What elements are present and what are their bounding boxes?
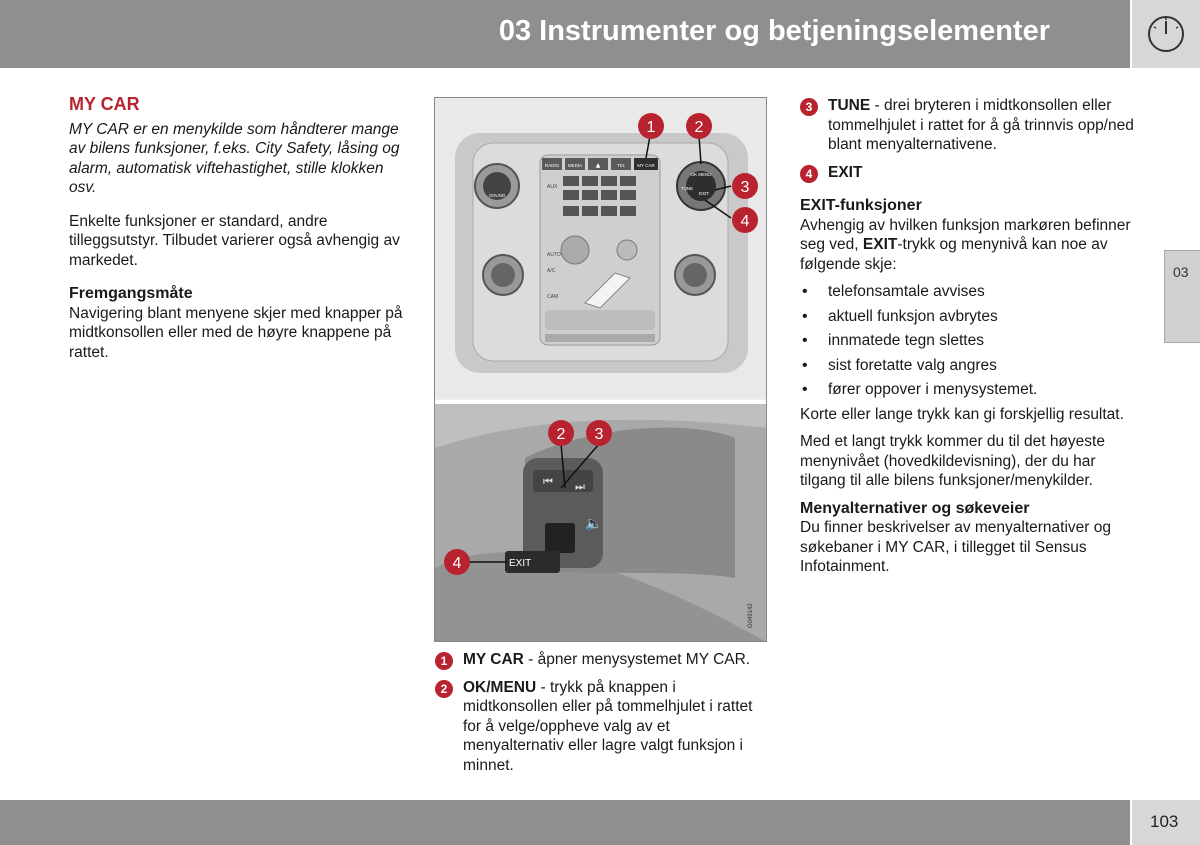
tel-button-label[interactable]: TEL — [616, 163, 626, 168]
middle-column — [435, 650, 770, 775]
item-text: - åpner menysystemet MY CAR. — [523, 651, 751, 668]
svg-text:🔈: 🔈 — [585, 516, 603, 532]
callout-3-wheel: 3 — [594, 426, 604, 443]
list-item — [435, 678, 770, 776]
chapter-side-tab[interactable] — [1164, 250, 1200, 343]
menu-options-heading: Menyalternativer og søkeveier — [800, 499, 1030, 517]
procedure-heading: Fremgangsmåte — [69, 285, 193, 302]
item-term: EXIT — [828, 163, 863, 181]
wheel-exit-label[interactable]: EXIT — [509, 558, 532, 569]
short-long-press-text: Korte eller lange trykk kan gi forskjellig resultat. — [800, 405, 1124, 423]
ac-label: A/C — [547, 268, 556, 274]
cam-label: CAM — [547, 294, 559, 300]
exit-functions-text: Avhengig av hvilken funksjon markøren befinner seg ved, EXIT-trykk og menynivå kan noe av følgende skje: — [800, 216, 1131, 273]
image-code: G049142 — [748, 603, 754, 628]
controls-illustration — [434, 97, 767, 642]
bullet-item: • aktuell funksjon avbrytes — [800, 307, 1140, 327]
list-item — [800, 163, 1140, 183]
section-heading: MY CAR — [69, 94, 140, 114]
svg-text:⏭: ⏭ — [575, 480, 585, 493]
ok-menu-knob-label[interactable]: OK MENU — [690, 172, 712, 177]
item-term: TUNE — [828, 97, 871, 114]
page-number-box — [1132, 800, 1200, 845]
my-car-button-label[interactable]: MY CAR — [637, 163, 655, 168]
chapter-title: 03 Instrumenter og betjeningselementer — [498, 15, 1050, 47]
callout-4-wheel: 4 — [452, 555, 462, 572]
media-button-label[interactable]: MEDIA — [567, 163, 583, 168]
page-number: 103 — [1150, 812, 1179, 831]
number-badge: 3 — [800, 98, 818, 116]
callout-2: 2 — [694, 119, 704, 136]
list-item — [435, 650, 770, 670]
tune-knob-label[interactable]: TUNE — [680, 186, 694, 191]
bullet-item: • telefonsamtale avvises — [800, 282, 1140, 302]
bullet-item: • fører oppover i menysystemet. — [800, 380, 1140, 400]
exit-knob-label[interactable]: EXIT — [698, 191, 710, 196]
long-press-text: Med et langt trykk kommer du til det høyeste menynivået (hovedkildevisning), der du har tilgang til alle bilens funksjoner/menykilder. — [800, 433, 1105, 489]
number-badge: 4 — [800, 165, 818, 183]
callout-2-wheel: 2 — [556, 426, 566, 443]
procedure-text: Navigering blant menyene skjer med knapper på midtkonsollen eller med de høyre knappene på rattet. — [69, 304, 403, 361]
aux-label: AUX — [547, 184, 558, 190]
callout-3: 3 — [740, 179, 750, 196]
sound-knob-label[interactable]: SOUND — [488, 193, 506, 198]
page-footer — [0, 800, 1130, 845]
exit-bullet-list — [800, 282, 1140, 400]
callout-4: 4 — [740, 213, 750, 230]
availability-text: Enkelte funksjoner er standard, andre tilleggsutstyr. Tilbudet varierer også avhengig av markedet. — [69, 212, 400, 269]
item-term: OK/MENU — [463, 678, 537, 696]
number-badge: 2 — [435, 680, 453, 698]
auto-label: AUTO — [547, 252, 561, 258]
eject-button-label[interactable]: ▲ — [595, 162, 601, 169]
exit-functions-heading: EXIT-funksjoner — [800, 197, 922, 214]
left-column — [69, 95, 404, 362]
right-column — [800, 96, 1140, 577]
item-text: - trykk på knappen i midtkonsollen eller på tommelhjulet i rattet for å velge/oppheve valg av et menyalternativ eller lagre valgt funksjon i minnet. — [463, 678, 753, 774]
item-text: - drei bryteren i midtkonsollen eller tommelhjulet i rattet for å gå trinnvis opp/ned blant menyalternativene. — [828, 97, 1134, 153]
svg-text:⏮: ⏮ — [543, 475, 553, 488]
intro-text: MY CAR er en menykilde som håndterer mange av bilens funksjoner, f.eks. City Safety, låsing og alarm, automatisk viftehastighet, stille klokken osv. — [69, 120, 400, 196]
callout-1: 1 — [646, 119, 656, 136]
chapter-icon-box — [1132, 0, 1200, 68]
speedometer-icon — [1132, 0, 1200, 68]
page-header — [0, 0, 1130, 68]
bullet-item: • sist foretatte valg angres — [800, 356, 1140, 376]
number-badge: 1 — [435, 652, 453, 670]
list-item — [800, 96, 1140, 155]
menu-options-text: Du finner beskrivelser av menyalternativer og søkebaner i MY CAR, i tillegget til Sensus Infotainment. — [800, 519, 1111, 575]
bullet-item: • innmatede tegn slettes — [800, 331, 1140, 351]
radio-button-label[interactable]: RADIO — [544, 163, 560, 168]
side-tab-label: 03 — [1173, 264, 1189, 280]
item-term: MY CAR — [463, 651, 524, 668]
